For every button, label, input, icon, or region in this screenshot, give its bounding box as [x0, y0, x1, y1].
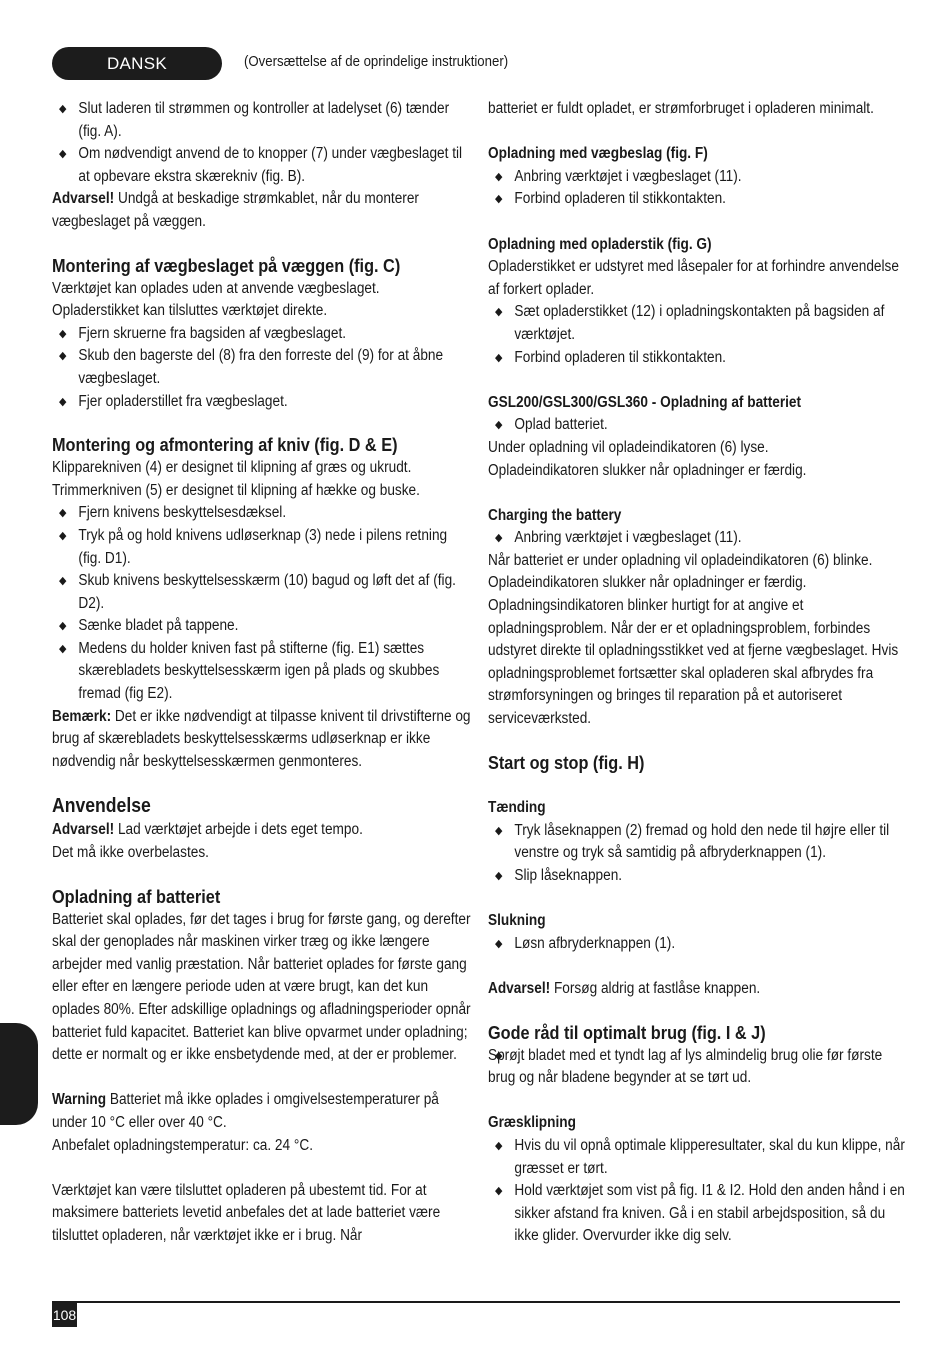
warning-paragraph [52, 819, 472, 842]
paragraph: Trimmerkniven (5) er designet til klipning af hække og buske. [52, 481, 420, 499]
list-item: ◆ Slut laderen til strømmen og kontroller at ladelyset (6) tænder (fig. A). [52, 98, 472, 143]
page-number: 108 [52, 1303, 77, 1327]
warning-paragraph [52, 188, 472, 233]
list-item: ◆ Sprøjt bladet med et tyndt lag af lys almindelig brug olie før første brug og når bladene begynder at se tørt ud. [488, 1045, 908, 1090]
paragraph: Batteriet skal oplades, før det tages i brug for første gang, og derefter skal der genoplades når maskinen virker træg og ikke længere arbejder med vanlig præstation. Når batteriet oplades for første gang eller efter en længere periode uden at være brugt, kan det kun oplades 80%. Efter adskillige opladnings og afladningsperioder opnår batteriet fuld kapacitet. Batteriet kan blive opvarmet under opladning; dette er normalt og er ikke ensbetydende med, at der er problemer. [52, 910, 471, 1064]
sub-heading: Tænding [488, 799, 546, 817]
section-heading: Montering af vægbeslaget på væggen (fig. C) [52, 254, 401, 276]
section-heading: Start og stop (fig. H) [488, 751, 645, 773]
left-column [52, 98, 472, 1248]
section-heading: GSL200/GSL300/GSL360 - Opladning af batteriet [488, 393, 802, 411]
warning-label: Warning [52, 1091, 107, 1109]
paragraph: Værktøjet kan oplades uden at anvende vægbeslaget. [52, 279, 380, 297]
note-paragraph [52, 706, 472, 774]
note-label: Bemærk: [52, 707, 112, 725]
list-item: ◆ Fjer opladerstillet fra vægbeslaget. [52, 391, 472, 414]
section-heading: Opladning med vægbeslag (fig. F) [488, 145, 708, 163]
paragraph: Klipparekniven (4) er designet til klipning af græs og ukrudt. [52, 459, 412, 477]
list-item: ◆ Skub knivens beskyttelsesskærm (10) bagud og løft det af (fig. D2). [52, 570, 472, 615]
section-heading: Anvendelse [52, 795, 151, 818]
warning-text: Undgå at beskadige strømkablet, når du monterer vægbeslaget på væggen. [52, 190, 419, 230]
section-heading: Charging the battery [488, 506, 622, 524]
list-item: ◆ Medens du holder kniven fast på stifterne (fig. E1) sættes skærebladets beskyttelsesskærm igen på plads og skubbes fremad (fig E2). [52, 638, 472, 706]
list-item: ◆ Tryk på og hold knivens udløserknap (3) nede i pilens retning (fig. D1). [52, 525, 472, 570]
language-badge: DANSK [52, 47, 222, 80]
paragraph: Når batteriet er under opladning vil opladeindikatoren (6) blinke. Opladeindikatoren slukker når opladninger er færdig. Opladningsindikatoren blinker hurtigt for at angive et opladningsproblem. Når der er et opladningsproblem, forbindes udstyret direkte til opladningsstikket ved at fjerne vægbeslaget. Hvis opladningsproblemet fortsætter skal opladeren skal afbrydes fra strømforsyningen og bringes til reparation på et autoriseret serviceværksted. [488, 551, 899, 728]
list-item: ◆ Anbring værktøjet i vægbeslaget (11). [488, 166, 908, 189]
right-column [488, 98, 908, 1248]
list-item: ◆ Skub den bagerste del (8) fra den forreste del (9) for at åbne vægbeslaget. [52, 345, 472, 390]
paragraph: Anbefalet opladningstemperatur: ca. 24 °C. [52, 1136, 313, 1154]
paragraph: Opladeindikatoren slukker når opladninger er færdig. [488, 461, 807, 479]
list-item: ◆ Oplad batteriet. [488, 414, 908, 437]
warning-label: Advarsel! [488, 979, 551, 997]
section-heading: Opladning af batteriet [52, 885, 221, 907]
sub-heading: Græsklipning [488, 1114, 576, 1132]
warning-text: Lad værktøjet arbejde i dets eget tempo. [114, 821, 363, 839]
list-item: ◆ Sæt opladerstikket (12) i opladningskontakten på bagsiden af værktøjet. [488, 301, 908, 346]
footer-rule [52, 1301, 900, 1303]
list-item: ◆ Fjern skruerne fra bagsiden af vægbeslaget. [52, 323, 472, 346]
list-item: ◆ Hvis du vil opnå optimale klipperesultater, skal du kun klippe, når græsset er tørt. [488, 1135, 908, 1180]
warning-paragraph [52, 1089, 472, 1134]
warning-label: Advarsel! [52, 190, 115, 208]
paragraph: batteriet er fuldt opladet, er strømforbruget i opladeren minimalt. [488, 100, 874, 117]
warning-text: Batteriet må ikke oplades i omgivelsestemperaturer på under 10 °C eller over 40 °C. [52, 1091, 439, 1131]
list-item: ◆ Løsn afbryderknappen (1). [488, 933, 908, 956]
paragraph: Det må ikke overbelastes. [52, 844, 209, 862]
side-tab [0, 1023, 38, 1125]
list-item: ◆ Sænke bladet på tappene. [52, 615, 472, 638]
warning-label: Advarsel! [52, 821, 115, 839]
list-item: ◆ Fjern knivens beskyttelsesdæksel. [52, 502, 472, 525]
note-text: Det er ikke nødvendigt at tilpasse knivent til drivstifterne og brug af skærebladets beskyttelsesskærms udløserknap er ikke nødvendig når beskyttelsesskærmen genmonteres. [52, 707, 471, 770]
paragraph: Under opladning vil opladeindikatoren (6) lyse. [488, 438, 769, 456]
list-item: ◆ Hold værktøjet som vist på fig. I1 & I2. Hold den anden hånd i en sikker afstand fra kniven. Gå i en stabil arbejdsposition, så du ikke glider. Overvurder ikke dig selv. [488, 1180, 908, 1248]
list-item: ◆ Tryk låseknappen (2) fremad og hold den nede til højre eller til venstre og tryk så samtidig på afbryderknappen (1). [488, 820, 908, 865]
paragraph: Opladerstikket kan tilsluttes værktøjet direkte. [52, 302, 328, 320]
section-heading: Montering og afmontering af kniv (fig. D & E) [52, 434, 398, 456]
list-item: ◆ Forbind opladeren til stikkontakten. [488, 347, 908, 370]
section-heading: Gode råd til optimalt brug (fig. I & J) [488, 1021, 766, 1043]
list-item: ◆ Forbind opladeren til stikkontakten. [488, 188, 908, 211]
list-item: ◆ Om nødvendigt anvend de to knopper (7) under vægbeslaget til at opbevare ekstra skærekniv (fig. B). [52, 143, 472, 188]
section-heading: Opladning med opladerstik (fig. G) [488, 235, 712, 253]
header-subtitle: (Oversættelse af de oprindelige instruktioner) [244, 53, 509, 70]
list-item: ◆ Slip låseknappen. [488, 865, 908, 888]
sub-heading: Slukning [488, 912, 546, 930]
warning-text: Forsøg aldrig at fastlåse knappen. [550, 979, 761, 997]
paragraph: Opladerstikket er udstyret med låsepaler for at forhindre anvendelse af forkert oplader. [488, 258, 899, 298]
list-item: ◆ Anbring værktøjet i vægbeslaget (11). [488, 527, 908, 550]
warning-paragraph [488, 978, 908, 1001]
paragraph: Værktøjet kan være tilsluttet opladeren på ubestemt tid. For at maksimere batteriets levetid anbefales det at lade batteriet være tilsluttet opladeren, når værktøjet ikke er i brug. Når [52, 1181, 441, 1244]
